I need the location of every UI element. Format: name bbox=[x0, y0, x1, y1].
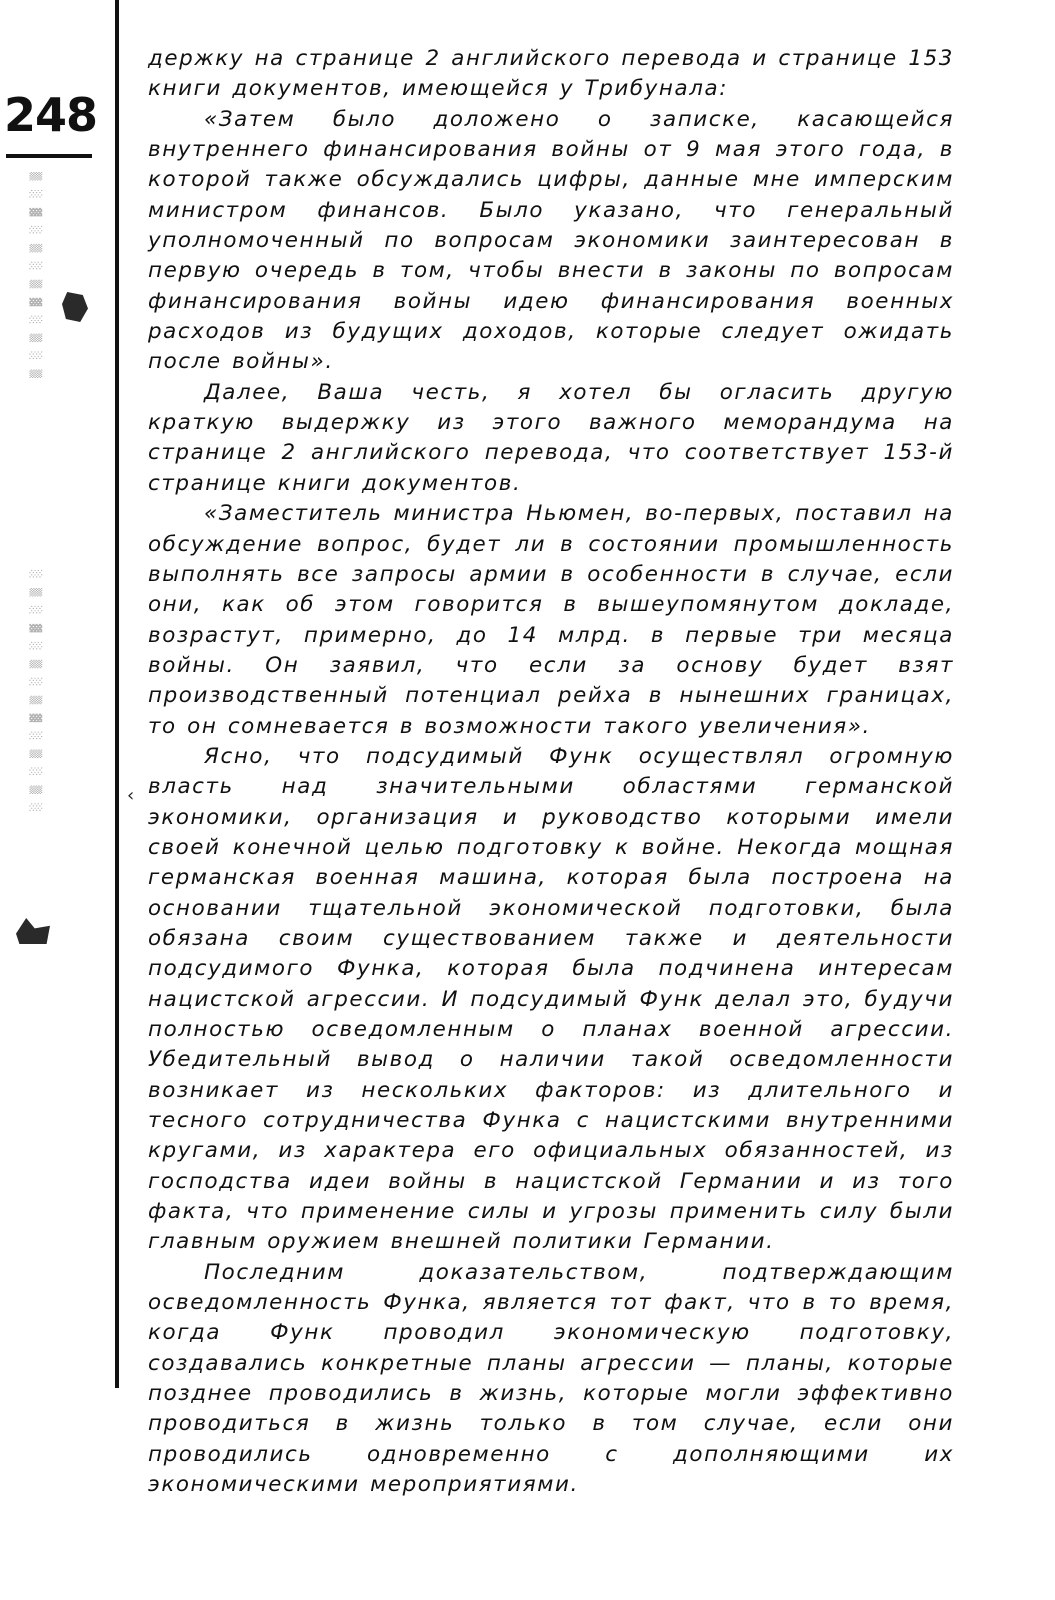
paragraph: Ясно, что подсудимый Функ осуществлял огромную власть над значительными областями германской экономики, организация и руководство которыми имели своей конечной целью подготовку к войне. Некогда мощная германская военная машина, которая была построена на основании тщательной экономической подготовки, была обязана своим существованием также и деятельности подсудимого Функа, которая была подчинена интересам нацистской агрессии. И подсудимый Функ делал это, будучи полностью осведомленным о планах военной агрессии. Убедительный вывод о наличии такой осведомленности возникает из нескольких факторов: из длительного и тесного сотрудничества Функа с нацистскими внутренними кругами, из характера его официальных обязанностей, из господства идеи войны в нацистской Германии и из того факта, что применение силы и угрозы применить силу были главным оружием внешней политики Германии. bbox=[148, 743, 954, 1255]
page-number: 248 bbox=[4, 88, 98, 142]
paragraph-continuation: держку на странице 2 английского перевода и странице 153 книги документов, имеющейся у Трибунала: bbox=[148, 46, 954, 102]
paragraph: Далее, Ваша честь, я хотел бы огласить другую краткую выдержку из этого важного меморандума на странице 2 английского перевода, что соответствует 153-й странице книги документов. bbox=[148, 379, 954, 496]
vertical-margin-rule bbox=[115, 0, 119, 1388]
paragraph-quote-1: «Затем было доложено о записке, касающейся внутреннего финансирования войны от 9 мая этого года, в которой также обсуждались цифры, данные мне имперским министром финансов. Было указано, что генеральный уполномоченный по вопросам экономики заинтересован в первую очередь в том, чтобы внести в законы по вопросам финансирования войны идею финансирования военных расходов из будущих доходов, которые следует ожидать после войны». bbox=[148, 106, 954, 375]
margin-ink-mark bbox=[62, 292, 88, 322]
paragraph-quote-2: «Заместитель министра Ньюмен, во-первых, поставил на обсуждение вопрос, будет ли в состоянии промышленность выполнять все запросы армии в особенности в случае, если они, как об этом говорится в вышеупомянутом докладе, возрастут, примерно, до 14 млрд. в первые три месяца войны. Он заявил, что если за основу будет взят производственный потенциал рейха в нынешних границах, то он сомневается в возможности такого увеличения». bbox=[148, 501, 954, 739]
text-column bbox=[148, 44, 954, 1501]
margin-bleed-through-lower: ░ ▒ ░ ▓ ░ ▒ ░ ▒ ▓ ░ ▒ ░ ▒ ░ bbox=[29, 570, 42, 815]
margin-tick-mark: ‹ bbox=[127, 785, 135, 806]
margin-bleed-through-upper: ▒ ░ ▓ ░ ▒ ░ ▒ ▓ ░ ▒ ░ ▒ bbox=[29, 172, 42, 381]
page-number-rule bbox=[6, 154, 92, 158]
paragraph: Последним доказательством, подтверждающим осведомленность Функа, является тот факт, что в то время, когда Функ проводил экономическую подготовку, создавались конкретные планы агрессии — планы, которые позднее проводились в жизнь, которые могли эффективно проводиться в жизнь только в том случае, если они проводились одновременно с дополняющими их экономическими мероприятиями. bbox=[148, 1259, 954, 1498]
